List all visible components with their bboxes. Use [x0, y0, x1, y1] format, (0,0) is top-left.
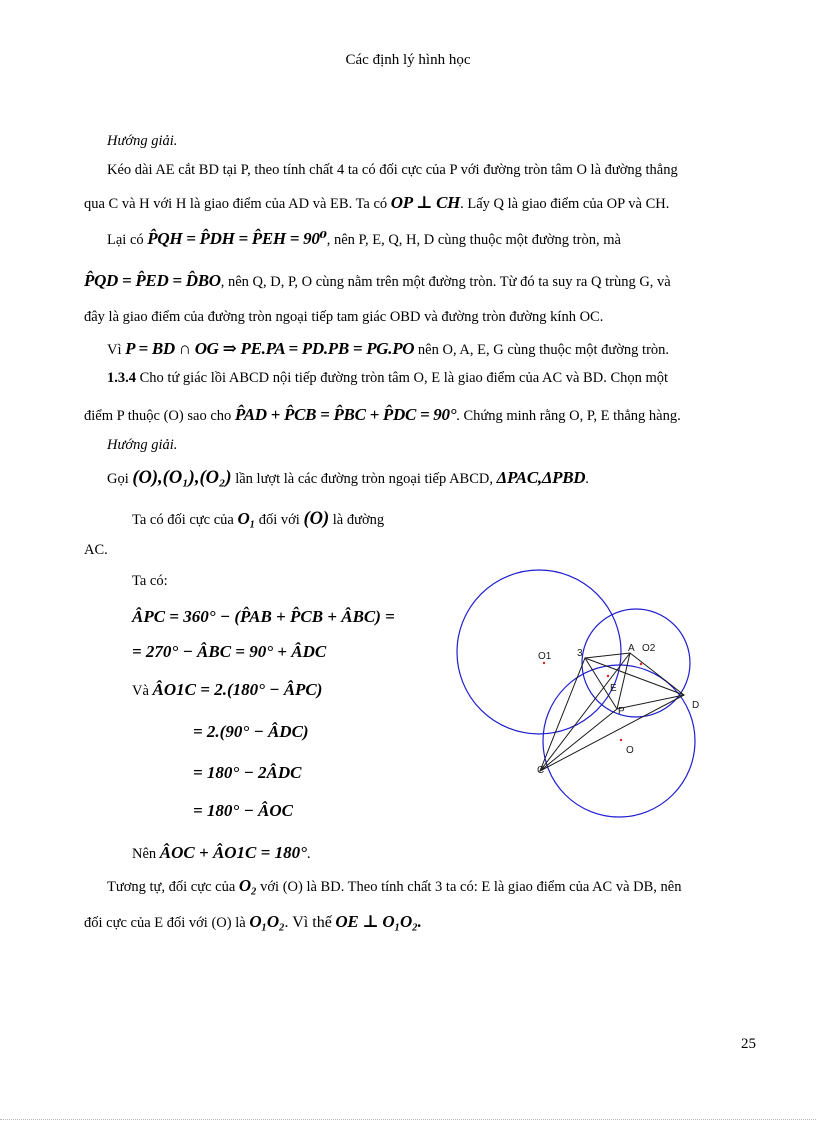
text: Ta có đối cực của: [132, 512, 234, 528]
text: , nên Q, D, P, O cùng nằm trên một đường tròn. Từ đó ta suy ra Q trùng G, và: [220, 274, 671, 290]
text: . Chứng minh rằng O, P, E thẳng hàng.: [456, 408, 681, 424]
page-title: Các định lý hình học: [345, 52, 471, 68]
diagonal-ac: [540, 653, 630, 771]
geometry-figure: [455, 560, 705, 830]
center-o: [620, 739, 622, 741]
paragraph-line: AC.: [84, 542, 108, 558]
paragraph-line: [107, 876, 682, 896]
equation-line: [132, 843, 311, 863]
math-expression: OE ⊥ O₁O₂: [335, 912, 418, 931]
equation: = 180° − ÂOC: [193, 801, 293, 820]
equation: = 2.(90° − ÂDC): [193, 722, 309, 741]
equation: = 180° − 2ÂDC: [193, 763, 302, 782]
math-expression: OP ⊥ CH: [390, 193, 461, 212]
paragraph-line: Ta có:: [132, 573, 168, 589]
text: .: [306, 846, 311, 862]
text: . Vì thế: [284, 914, 332, 931]
equation-line: [132, 680, 322, 700]
text: điểm P thuộc (O) sao cho: [84, 408, 232, 424]
math-expression: P̂AD + P̂CB = P̂BC + P̂DC = 90°: [234, 405, 457, 424]
equation: ÂOC + ÂO1C = 180°: [159, 843, 307, 862]
equation: ÂPC = 360° − (P̂AB + P̂CB + ÂBC) =: [132, 607, 395, 626]
text: Gọi: [107, 471, 129, 487]
center-o2: [640, 663, 642, 665]
label-d: D: [692, 700, 700, 711]
text: đối cực của E đối với (O) là: [84, 915, 246, 931]
hint-heading: Hướng giải.: [107, 437, 178, 453]
label-o2: O2: [642, 643, 656, 654]
text: .: [417, 912, 422, 931]
text: Cho tứ giác lồi ABCD nội tiếp đường tròn tâm O, E là giao điểm của AC và BD. Chọn một: [139, 370, 669, 386]
math-expression: (O),(O₁),(O₂): [132, 468, 232, 488]
equation: = 270° − ÂBC = 90° + ÂDC: [132, 642, 327, 661]
paragraph-line: [107, 229, 621, 249]
hint-heading: Hướng giải.: [107, 133, 178, 149]
text: đối với: [258, 512, 300, 528]
label-o: O: [626, 745, 634, 756]
math-expression: (O): [303, 509, 330, 529]
text: qua C và H với H là giao điểm của AD và EB. Ta có: [84, 196, 388, 212]
paragraph-line: [132, 509, 384, 530]
text: Tương tự, đối cực của: [107, 879, 236, 895]
text: là đường: [332, 512, 385, 528]
text: .: [585, 471, 589, 487]
paragraph-line: đây là giao điểm của đường tròn ngoại tiếp tam giác OBD và đường tròn đường kính OC.: [84, 309, 604, 325]
text: Nên: [132, 846, 157, 862]
problem-line: [107, 370, 668, 387]
label-c: C: [537, 765, 545, 776]
text: Lại có: [107, 232, 144, 248]
math-expression: P̂QH = P̂DH = P̂EH = 90⁰: [147, 229, 327, 248]
math-expression: O₁O₂: [249, 912, 285, 931]
label-e: E: [610, 683, 617, 694]
problem-number: 1.3.4: [107, 370, 136, 386]
text: Vì: [107, 342, 122, 358]
page-number: 25: [741, 1036, 756, 1052]
text: với (O) là BD. Theo tính chất 3 ta có: E là giao điểm của AC và DB, nên: [260, 879, 682, 895]
label-a: A: [628, 643, 635, 654]
segment-cp: [540, 709, 617, 771]
equation: ÂO1C = 2.(180° − ÂPC): [152, 680, 323, 699]
page-bottom-rule: [0, 1119, 816, 1120]
paragraph-line: [107, 468, 589, 489]
point-e: [607, 675, 609, 677]
text: . Lấy Q là giao điểm của OP và CH.: [460, 196, 670, 212]
math-expression: P = BD ∩ OG ⇒ PE.PA = PD.PB = PG.PO: [125, 339, 415, 358]
math-expression: O₁: [237, 509, 256, 528]
text: nên O, A, E, G cùng thuộc một đường tròn.: [417, 342, 670, 358]
math-expression: ΔPAC,ΔPBD: [496, 468, 586, 487]
text: , nên P, E, Q, H, D cùng thuộc một đường tròn, mà: [326, 232, 621, 248]
label-b: 3: [577, 648, 583, 659]
label-p: P: [618, 706, 625, 717]
math-expression: O₂: [238, 876, 257, 895]
text: Và: [132, 683, 149, 699]
circle-o: [543, 665, 695, 817]
paragraph-line: Kéo dài AE cắt BD tại P, theo tính chất 4 ta có đối cực của P với đường tròn tâm O là đường thẳng: [107, 162, 678, 178]
paragraph-line: [84, 271, 671, 291]
label-o1: O1: [538, 651, 552, 662]
paragraph-line: [84, 193, 669, 213]
center-o1: [543, 662, 545, 664]
paragraph-line: [107, 339, 669, 359]
math-expression: P̂QD = P̂ED = D̂BO: [84, 271, 221, 290]
problem-line: [84, 405, 681, 425]
text: lần lượt là các đường tròn ngoại tiếp ABCD,: [235, 471, 493, 487]
diagonal-bd: [585, 658, 684, 695]
paragraph-line: [84, 912, 422, 932]
